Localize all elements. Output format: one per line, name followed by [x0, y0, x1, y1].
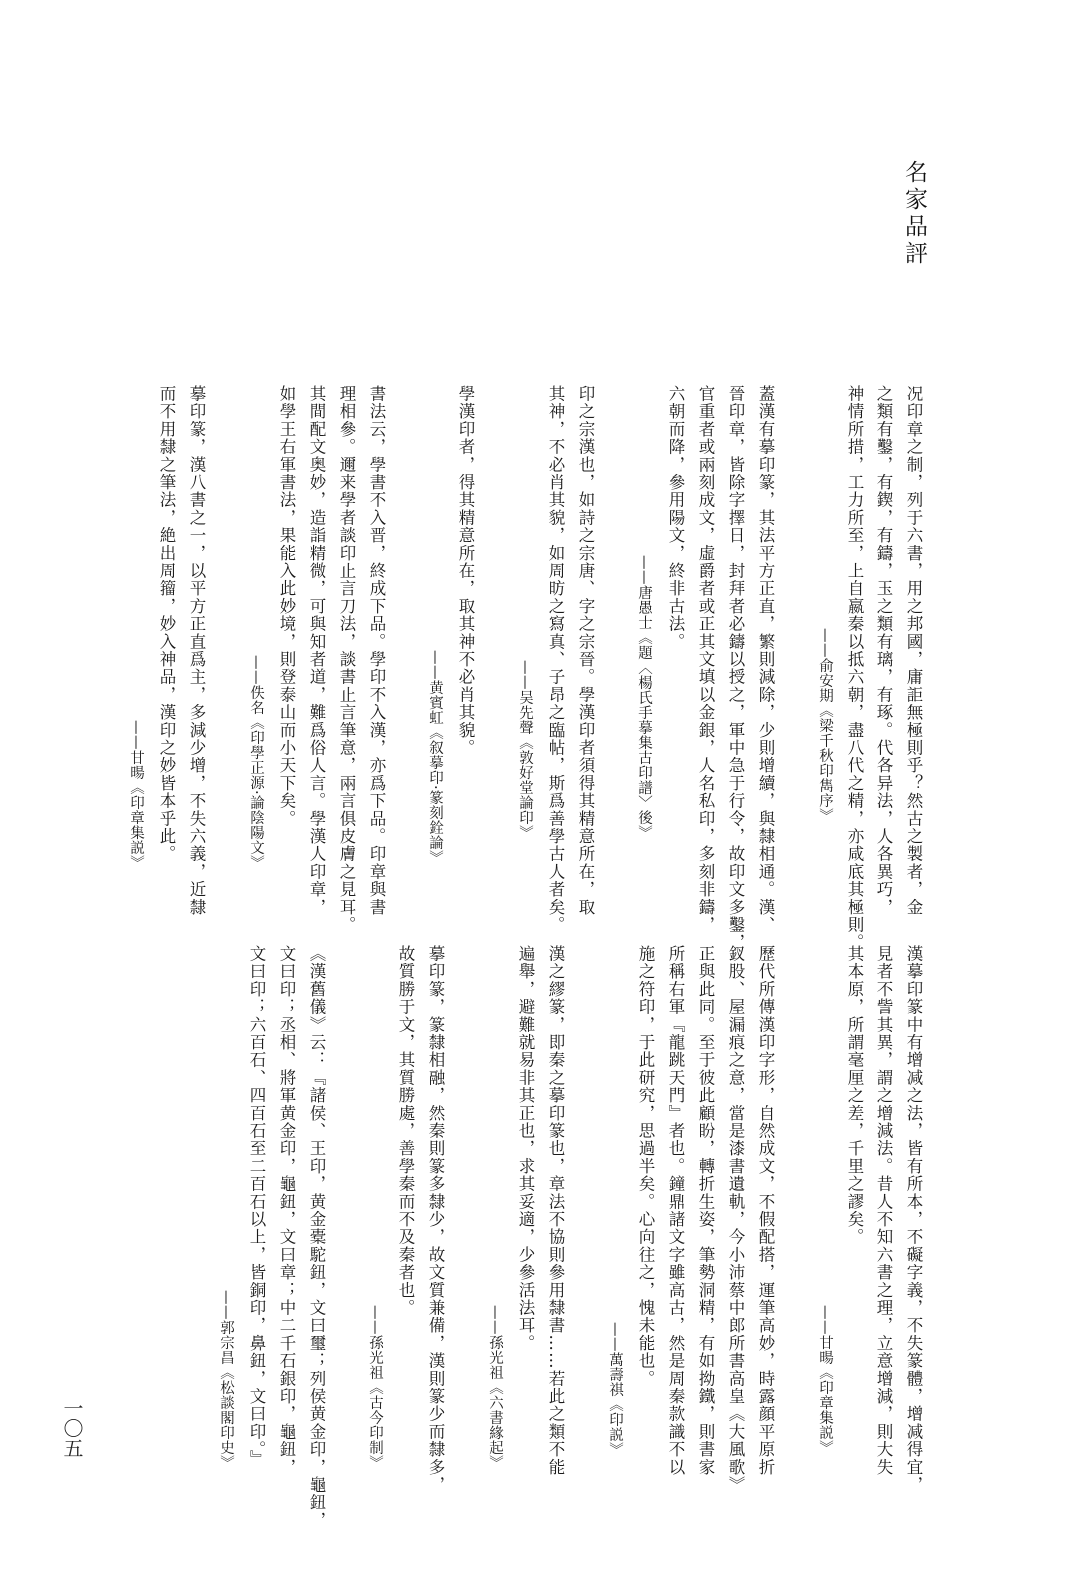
bottom-attribution-4: ——孫光祖《古今印制》 — [367, 1305, 383, 1470]
top-text-column-10: 印之宗漢也，如詩之宗唐、字之宗晉。學漢印者須得其精意所在，取 — [576, 385, 595, 916]
bottom-text-column-19: 文曰印；六百石、四百石至二百石以上，皆銅印，鼻鈕，文曰印。』 — [247, 945, 266, 1468]
top-attribution-3: ——吴先聲《敦好堂論印》 — [517, 660, 533, 840]
top-text-column-2: 之類有鑿，有鍥，有鑄，玉之類有璃，有琢。代各异法，人各異巧， — [874, 385, 893, 916]
bottom-text-column-11: 漢之繆篆，即秦之摹印篆也，章法不協則參用隸書……若此之類不能 — [546, 945, 565, 1476]
top-text-column-3: 神情所措，工力所至，上自嬴秦以抵六朝，盡八代之精，亦咸底其極則。 — [845, 385, 864, 952]
bottom-text-column-18: 文曰印；丞相、將軍黄金印，龜鈕，文曰章；中二千石銀印，龜鈕， — [277, 945, 296, 1476]
top-text-column-15: 書法云，學書不入晋，終成下品。學印不入漢，亦爲下品。印章與書 — [367, 385, 386, 916]
top-text-column-13: 學漢印者，得其精意所在，取其神不必肖其貌。 — [456, 385, 475, 757]
top-text-column-7: 官重者或兩刻成文，虛爵者或正其文填以金銀，人名私印，多刻非鑄， — [696, 385, 715, 934]
top-text-column-5: 蓋漢有摹印篆，其法平方正直，繁則減除，少則增續，與隸相通。漢、 — [756, 385, 775, 934]
bottom-text-column-6: 釵股、屋漏痕之意，當是漆書遺軌，今小沛蔡中郎所書高皇《大風歌》 — [726, 945, 745, 1494]
section-header: 名家品評 — [901, 160, 927, 268]
top-text-column-18: 如學王右軍書法，果能入此妙境，則登泰山而小天下矣。 — [277, 385, 296, 828]
bottom-text-column-7: 正與此同。至于彼此顧盼，轉折生姿，筆勢洞精，有如拗鐵，則書家 — [696, 945, 715, 1476]
top-text-column-6: 晉印章，皆除字擇日，封拜者必鑄以授之，軍中急于行令，故印文多鑿， — [726, 385, 745, 952]
top-attribution-1: ——俞安期《梁千秋印雋序》 — [817, 628, 833, 823]
top-attribution-2: ——唐愚士《題〈楊氏手摹集古印譜〉後》 — [636, 555, 652, 840]
bottom-text-column-12: 遍舉，避難就易非其正也，求其妥適，少參活法耳。 — [516, 945, 535, 1353]
top-attribution-6: ——甘暘《印章集説》 — [128, 720, 144, 870]
bottom-text-column-5: 歷代所傳漢印字形，自然成文，不假配搭，運筆高妙，時露顔平原折 — [756, 945, 775, 1476]
page-number: 一〇五 — [60, 1398, 84, 1458]
bottom-text-column-1: 漢摹印篆中有增减之法，皆有所本，不礙字義，不失篆體，增减得宜， — [904, 945, 923, 1494]
bottom-text-column-14: 摹印篆，篆隸相融，然秦則篆多隸少，故文質兼備，漢則篆少而隸多， — [426, 945, 445, 1494]
top-text-column-8: 六朝而降，參用陽文，終非古法。 — [666, 385, 685, 651]
bottom-text-column-8: 所稱右軍『龍跳天門』者也。鐘鼎諸文字雖高古，然是周秦款識不以 — [666, 945, 685, 1476]
bottom-text-column-17: 《漢舊儀》云：『諸侯、王印，黄金橐駝鈕，文曰璽；列侯黄金印，龜鈕， — [307, 945, 326, 1530]
bottom-attribution-2: ——萬壽祺《印説》 — [607, 1322, 623, 1457]
bottom-text-column-15: 故質勝于文，其質勝處，善學秦而不及秦者也。 — [396, 945, 415, 1317]
top-text-column-20: 摹印篆，漢八書之一，以平方正直爲主，多減少增，不失六義，近隸 — [187, 385, 206, 916]
top-attribution-5: ——佚名《印學正源·論陰陽文》 — [248, 655, 264, 871]
top-attribution-4: ——黄賓虹《叙摹印·篆刻銓論》 — [427, 650, 443, 866]
bottom-text-column-9: 施之符印，于此研究，思過半矣。心向往之，愧未能也。 — [636, 945, 655, 1388]
bottom-attribution-5: ——郭宗昌《松談閣印史》 — [218, 1290, 234, 1470]
bottom-attribution-1: ——甘暘《印章集説》 — [817, 1305, 833, 1455]
top-text-column-21: 而不用隸之筆法，絶出周籀，妙入神品，漢印之妙皆本乎此。 — [157, 385, 176, 863]
bottom-text-column-2: 見者不訾其異，謂之增減法。昔人不知六書之理，立意增減，則大失 — [874, 945, 893, 1476]
bottom-attribution-3: ——孫光祖《六書緣起》 — [487, 1305, 503, 1470]
top-text-column-16: 理相參。邇来學者談印止言刀法，談書止言筆意，兩言俱皮膚之見耳。 — [337, 385, 356, 934]
top-text-column-1: 况印章之制，列于六書，用之邦國，庸詎無極則乎？然古之製者，金 — [904, 385, 923, 916]
bottom-text-column-3: 其本原，所謂毫厘之差，千里之謬矣。 — [845, 945, 864, 1246]
top-text-column-11: 其神，不必肖其貌，如周昉之寫真、子昂之臨帖，斯爲善學古人者矣。 — [546, 385, 565, 934]
top-text-column-17: 其間配文奥妙，造詣精微，可與知者道，難爲俗人言。學漢人印章， — [307, 385, 326, 916]
